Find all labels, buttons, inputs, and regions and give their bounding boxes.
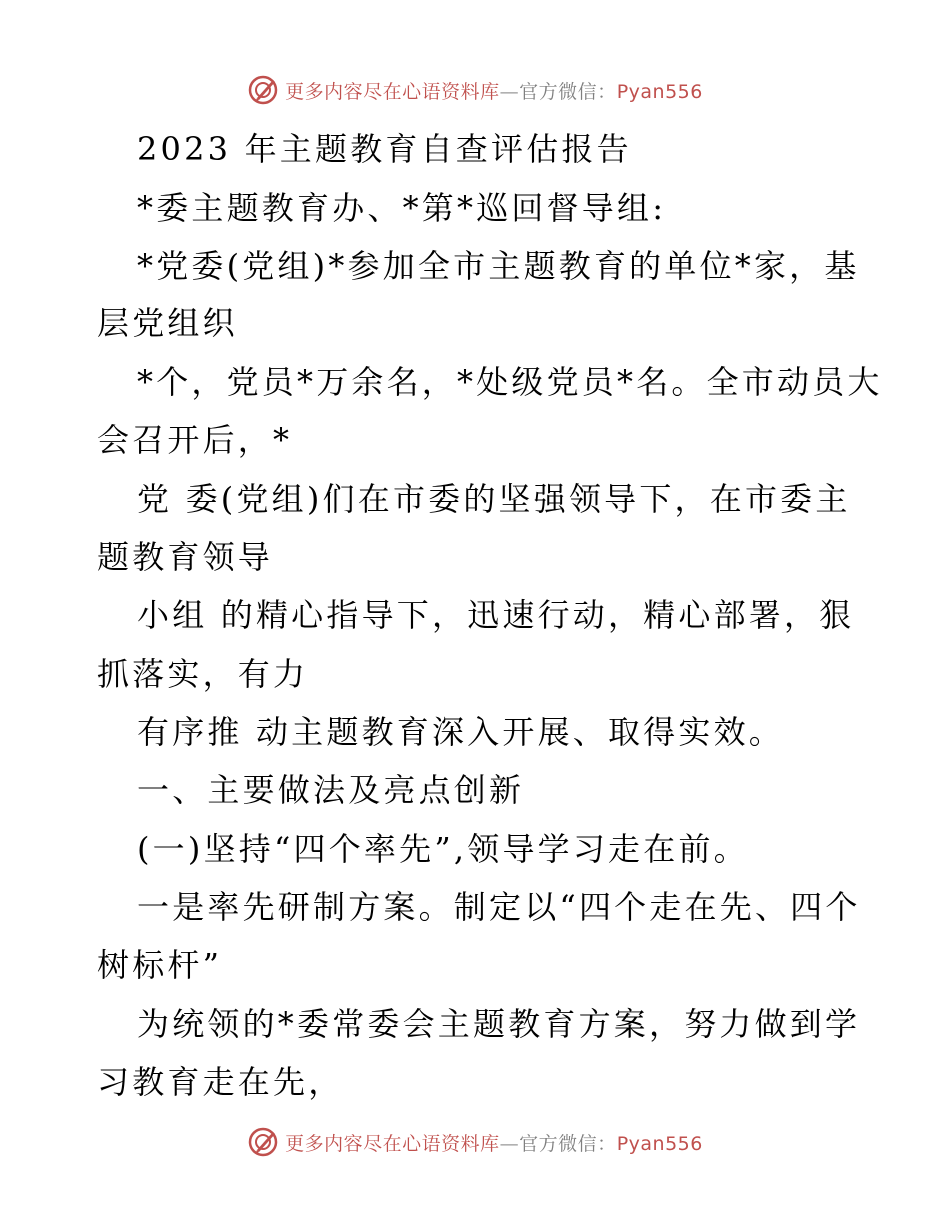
banner-label: 官方微信： — [519, 80, 617, 103]
paragraph-line: 树标杆” — [97, 946, 223, 984]
pen-logo-icon — [247, 74, 279, 106]
section-heading: 一、主要做法及亮点创新 — [137, 771, 525, 809]
paragraph-line: 题教育领导 — [97, 538, 274, 576]
paragraph-line: 一是率先研制方案。制定以“四个走在先、四个 — [137, 888, 861, 926]
paragraph-line: 党 委(党组)们在市委的坚强领导下，在市委主 — [137, 480, 851, 518]
banner-handle: Pyan556 — [616, 80, 703, 103]
paragraph-line: 层党组织 — [97, 304, 238, 342]
paragraph-line: *党委(党组)*参加全市主题教育的单位*家，基 — [137, 247, 860, 285]
paragraph-line: 会召开后，* — [97, 421, 293, 459]
banner-site: 更多内容尽在心语资料库 — [285, 80, 500, 103]
pen-logo-icon — [247, 1126, 279, 1158]
paragraph-line: *个，党员*万余名，*处级党员*名。全市动员大 — [137, 363, 883, 401]
banner-handle: Pyan556 — [616, 1132, 703, 1155]
banner-site: 更多内容尽在心语资料库 — [285, 1132, 500, 1155]
header-banner — [0, 70, 950, 110]
banner-text — [285, 1129, 703, 1156]
paragraph-line: 有序推 动主题教育深入开展、取得实效。 — [137, 713, 784, 751]
paragraph-line: 抓落实，有力 — [97, 655, 309, 693]
banner-text — [285, 77, 703, 104]
paragraph-line: 小组 的精心指导下，迅速行动，精心部署，狠 — [137, 596, 855, 634]
paragraph-line: 为统领的*委常委会主题教育方案，努力做到学 — [137, 1005, 861, 1043]
banner-dash: — — [499, 80, 520, 103]
banner-label: 官方微信： — [519, 1132, 617, 1155]
subsection-heading: (一)坚持“四个率先”,领导学习走在前。 — [137, 830, 749, 868]
salutation: *委主题教育办、*第*巡回督导组: — [137, 189, 667, 227]
footer-banner — [0, 1122, 950, 1162]
document-title: 2023 年主题教育自查评估报告 — [137, 130, 632, 168]
paragraph-line: 习教育走在先， — [97, 1063, 344, 1101]
banner-dash: — — [499, 1132, 520, 1155]
